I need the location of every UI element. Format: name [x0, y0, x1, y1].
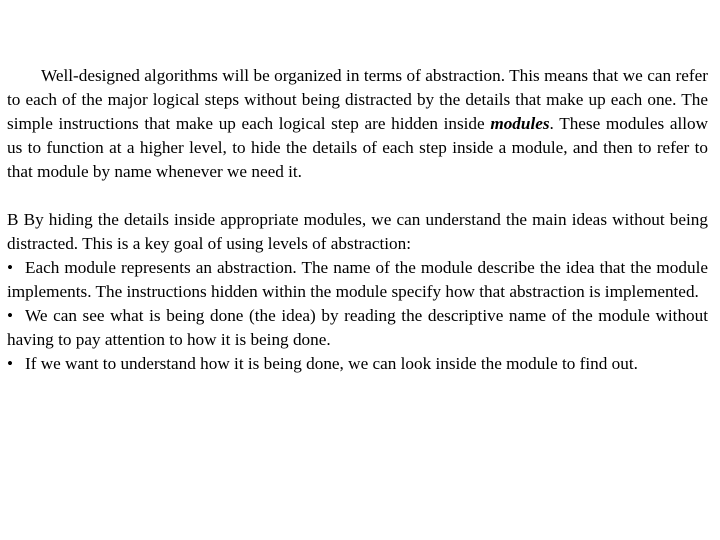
bullet-text: Each module represents an abstraction. The name of the module describe the idea that the module implements. The instructions hidden within the module specify how that abstraction is implemented. — [7, 258, 708, 301]
document-body — [7, 64, 708, 376]
bullet-item — [7, 256, 708, 304]
bullet-item — [7, 352, 708, 376]
bullet-text: If we want to understand how it is being done, we can look inside the module to find out. — [25, 354, 638, 373]
bullet-icon: • — [7, 258, 14, 277]
bullet-icon: • — [7, 306, 14, 325]
bullet-item — [7, 304, 708, 352]
bullet-text: We can see what is being done (the idea) by reading the descriptive name of the module without having to pay attention to how it is being done. — [7, 306, 708, 349]
bullet-icon: • — [7, 354, 14, 373]
paragraph-abstraction-intro — [7, 64, 708, 184]
paragraph-spacer — [7, 184, 708, 208]
emphasized-term-modules: modules — [490, 114, 550, 133]
paragraph-hiding-details: B By hiding the details inside appropriate modules, we can understand the main ideas without being distracted. This is a key goal of using levels of abstraction: — [7, 210, 708, 253]
paragraph-text: . These modules allow us to function at a higher level, to hide the details of each step inside a module, and then to refer to that module by name whenever we need it. — [7, 114, 709, 181]
paragraph-text: Well-designed algorithms will be organized in terms of abstraction. This means that we can refer to each of the major logical steps without being distracted by the details that make up each one. The simple instructions that make up each logical step are hidden inside — [7, 66, 708, 133]
